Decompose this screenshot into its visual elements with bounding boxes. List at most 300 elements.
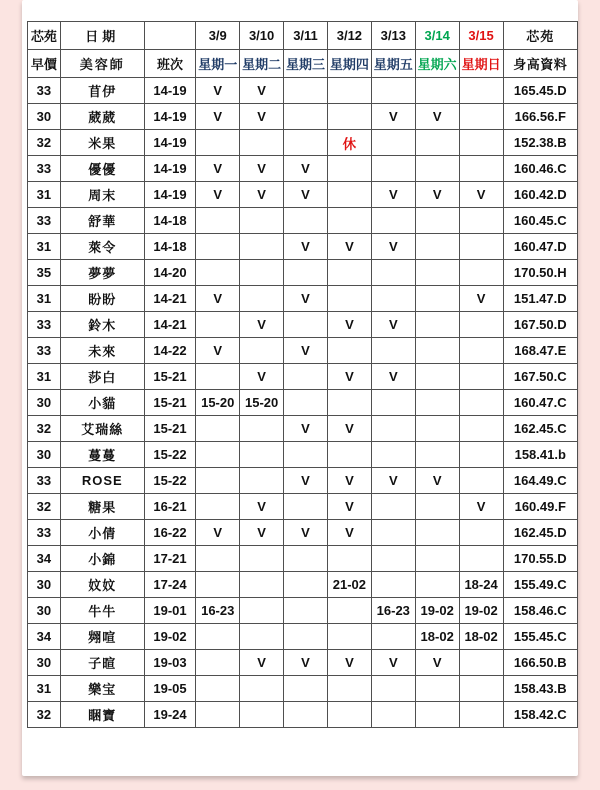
day-cell: [371, 156, 415, 182]
price-cell: 31: [28, 182, 61, 208]
day-cell: V: [240, 364, 284, 390]
day-cell: [371, 286, 415, 312]
table-row: [28, 338, 578, 364]
day-cell: V: [240, 494, 284, 520]
date-cell: 3/11: [284, 22, 328, 50]
day-cell: [459, 234, 503, 260]
day-cell: V: [415, 468, 459, 494]
shift-cell: 15-21: [144, 364, 196, 390]
day-cell: [284, 312, 328, 338]
info-cell: 170.55.D: [503, 546, 577, 572]
price-cell: 30: [28, 598, 61, 624]
info-cell: 158.41.b: [503, 442, 577, 468]
day-cell: V: [240, 104, 284, 130]
day-cell: [459, 520, 503, 546]
price-cell: 33: [28, 78, 61, 104]
day-cell: V: [240, 650, 284, 676]
day-cell: V: [196, 104, 240, 130]
day-cell: V: [284, 286, 328, 312]
beautician-name-cell: 樂宝: [60, 676, 144, 702]
day-cell: [327, 546, 371, 572]
beautician-name-cell: 舒華: [60, 208, 144, 234]
day-cell: 16-23: [371, 598, 415, 624]
price-cell: 30: [28, 650, 61, 676]
day-cell: V: [371, 312, 415, 338]
day-cell: [196, 468, 240, 494]
beautician-name-cell: 未來: [60, 338, 144, 364]
day-cell: [459, 364, 503, 390]
day-cell: 休: [327, 130, 371, 156]
shift-cell: 15-21: [144, 416, 196, 442]
table-row: [28, 286, 578, 312]
info-cell: 164.49.C: [503, 468, 577, 494]
day-cell: V: [284, 650, 328, 676]
day-cell: [240, 468, 284, 494]
price-cell: 32: [28, 130, 61, 156]
weekday-label: 星期日: [459, 50, 503, 78]
day-cell: [371, 338, 415, 364]
day-cell: V: [196, 520, 240, 546]
day-cell: [459, 104, 503, 130]
day-cell: V: [459, 182, 503, 208]
day-cell: V: [284, 182, 328, 208]
info-cell: 151.47.D: [503, 286, 577, 312]
beautician-name-cell: 牛牛: [60, 598, 144, 624]
day-cell: [327, 286, 371, 312]
price-cell: 32: [28, 494, 61, 520]
weekday-label: 星期六: [415, 50, 459, 78]
table-row: [28, 442, 578, 468]
info-cell: 160.47.D: [503, 234, 577, 260]
shift-cell: 15-22: [144, 442, 196, 468]
shift-cell: 14-19: [144, 130, 196, 156]
day-cell: V: [240, 78, 284, 104]
info-cell: 158.46.C: [503, 598, 577, 624]
day-cell: [196, 702, 240, 728]
shift-cell: 17-24: [144, 572, 196, 598]
day-cell: [459, 468, 503, 494]
day-cell: [415, 78, 459, 104]
date-cell: 3/12: [327, 22, 371, 50]
table-row: [28, 416, 578, 442]
day-cell: [327, 702, 371, 728]
day-cell: V: [284, 338, 328, 364]
day-cell: [327, 676, 371, 702]
day-cell: [240, 338, 284, 364]
corner-top-left-label: 芯苑: [28, 22, 61, 50]
day-cell: [371, 416, 415, 442]
price-cell: 30: [28, 442, 61, 468]
day-cell: [284, 390, 328, 416]
day-cell: [284, 104, 328, 130]
info-cell: 167.50.C: [503, 364, 577, 390]
weekday-label: 星期五: [371, 50, 415, 78]
day-cell: V: [371, 234, 415, 260]
shift-cell: 14-18: [144, 234, 196, 260]
weekday-label: 星期一: [196, 50, 240, 78]
price-cell: 30: [28, 572, 61, 598]
day-cell: [327, 156, 371, 182]
shift-cell: 14-19: [144, 104, 196, 130]
empty-header-cell: [144, 22, 196, 50]
beautician-name-cell: 夢夢: [60, 260, 144, 286]
day-cell: [196, 416, 240, 442]
weekday-label: 星期四: [327, 50, 371, 78]
day-cell: V: [371, 650, 415, 676]
day-cell: [240, 702, 284, 728]
day-cell: [459, 312, 503, 338]
weekday-label: 星期三: [284, 50, 328, 78]
shift-cell: 14-19: [144, 182, 196, 208]
price-cell: 30: [28, 104, 61, 130]
day-cell: V: [327, 650, 371, 676]
day-cell: [459, 338, 503, 364]
day-cell: [415, 312, 459, 338]
day-cell: [415, 546, 459, 572]
schedule-table: [27, 21, 578, 728]
day-cell: [240, 624, 284, 650]
day-cell: [459, 650, 503, 676]
day-cell: [459, 546, 503, 572]
info-cell: 160.42.D: [503, 182, 577, 208]
day-cell: [459, 208, 503, 234]
shift-cell: 19-02: [144, 624, 196, 650]
day-cell: [327, 182, 371, 208]
day-cell: [240, 208, 284, 234]
price-cell: 33: [28, 520, 61, 546]
day-cell: V: [327, 364, 371, 390]
beautician-name-cell: 米果: [60, 130, 144, 156]
day-cell: [284, 78, 328, 104]
day-cell: [415, 364, 459, 390]
info-cell: 160.47.C: [503, 390, 577, 416]
table-row: [28, 546, 578, 572]
day-cell: [415, 494, 459, 520]
day-cell: V: [415, 650, 459, 676]
day-cell: [459, 702, 503, 728]
day-cell: [415, 208, 459, 234]
day-cell: V: [459, 494, 503, 520]
shift-cell: 16-22: [144, 520, 196, 546]
day-cell: 19-02: [459, 598, 503, 624]
day-cell: V: [284, 416, 328, 442]
price-column-label: 早價: [28, 50, 61, 78]
day-cell: V: [327, 468, 371, 494]
day-cell: [284, 702, 328, 728]
day-cell: [240, 442, 284, 468]
price-cell: 31: [28, 364, 61, 390]
date-cell: 3/15: [459, 22, 503, 50]
beautician-name-cell: 妏妏: [60, 572, 144, 598]
shift-column-label: 班次: [144, 50, 196, 78]
beautician-name-cell: 萊令: [60, 234, 144, 260]
price-cell: 34: [28, 546, 61, 572]
day-cell: [415, 234, 459, 260]
day-cell: [415, 520, 459, 546]
price-cell: 31: [28, 234, 61, 260]
day-cell: [240, 416, 284, 442]
table-row: [28, 312, 578, 338]
day-cell: [371, 78, 415, 104]
day-cell: V: [240, 520, 284, 546]
info-column-label: 身高資料: [503, 50, 577, 78]
day-cell: [371, 260, 415, 286]
day-cell: 18-02: [459, 624, 503, 650]
price-cell: 31: [28, 286, 61, 312]
day-cell: V: [371, 104, 415, 130]
day-cell: 18-24: [459, 572, 503, 598]
day-cell: [196, 130, 240, 156]
day-cell: [371, 546, 415, 572]
corner-top-right-label: 芯苑: [503, 22, 577, 50]
beautician-name-cell: 糖果: [60, 494, 144, 520]
beautician-name-cell: 苜伊: [60, 78, 144, 104]
price-cell: 31: [28, 676, 61, 702]
info-cell: 166.50.B: [503, 650, 577, 676]
beautician-name-cell: 小貓: [60, 390, 144, 416]
day-cell: [415, 702, 459, 728]
day-cell: [196, 676, 240, 702]
day-cell: [284, 546, 328, 572]
info-cell: 168.47.E: [503, 338, 577, 364]
table-row: [28, 234, 578, 260]
beautician-name-cell: 葳葳: [60, 104, 144, 130]
day-cell: [196, 260, 240, 286]
shift-cell: 15-22: [144, 468, 196, 494]
day-cell: [459, 78, 503, 104]
day-cell: 18-02: [415, 624, 459, 650]
info-cell: 162.45.D: [503, 520, 577, 546]
day-cell: [327, 598, 371, 624]
day-cell: [327, 104, 371, 130]
table-row: [28, 130, 578, 156]
info-cell: 162.45.C: [503, 416, 577, 442]
shift-cell: 14-21: [144, 286, 196, 312]
beautician-name-cell: 莎白: [60, 364, 144, 390]
date-cell: 3/13: [371, 22, 415, 50]
day-cell: [196, 494, 240, 520]
day-cell: [240, 598, 284, 624]
day-cell: [196, 442, 240, 468]
table-row: [28, 650, 578, 676]
beautician-name-cell: 小倩: [60, 520, 144, 546]
day-cell: V: [284, 156, 328, 182]
day-cell: [240, 234, 284, 260]
day-cell: [371, 130, 415, 156]
day-cell: 15-20: [240, 390, 284, 416]
day-cell: [196, 364, 240, 390]
day-cell: [371, 442, 415, 468]
beautician-name-cell: ROSE: [60, 468, 144, 494]
day-cell: [415, 156, 459, 182]
day-cell: [459, 442, 503, 468]
day-cell: [196, 572, 240, 598]
shift-cell: 14-20: [144, 260, 196, 286]
price-cell: 32: [28, 702, 61, 728]
shift-cell: 14-22: [144, 338, 196, 364]
info-cell: 165.45.D: [503, 78, 577, 104]
day-cell: [371, 702, 415, 728]
table-row: [28, 494, 578, 520]
day-cell: V: [327, 520, 371, 546]
price-cell: 33: [28, 468, 61, 494]
table-row: [28, 702, 578, 728]
table-row: [28, 624, 578, 650]
day-cell: V: [327, 416, 371, 442]
day-cell: [284, 260, 328, 286]
day-cell: V: [371, 468, 415, 494]
day-cell: V: [284, 468, 328, 494]
day-cell: [284, 442, 328, 468]
date-header-row: [28, 22, 578, 50]
shift-cell: 15-21: [144, 390, 196, 416]
table-row: [28, 468, 578, 494]
beautician-name-cell: 小錦: [60, 546, 144, 572]
date-cell: 3/9: [196, 22, 240, 50]
day-cell: [371, 494, 415, 520]
day-cell: [284, 364, 328, 390]
beautician-name-cell: 鈴木: [60, 312, 144, 338]
info-cell: 155.45.C: [503, 624, 577, 650]
day-cell: [371, 208, 415, 234]
day-cell: [240, 260, 284, 286]
day-cell: [327, 624, 371, 650]
day-cell: [284, 130, 328, 156]
day-cell: [371, 390, 415, 416]
day-cell: [459, 260, 503, 286]
day-cell: [240, 286, 284, 312]
date-cell: 3/14: [415, 22, 459, 50]
shift-cell: 14-19: [144, 156, 196, 182]
day-cell: [240, 572, 284, 598]
info-cell: 170.50.H: [503, 260, 577, 286]
table-row: [28, 104, 578, 130]
shift-cell: 14-21: [144, 312, 196, 338]
price-cell: 33: [28, 156, 61, 182]
day-cell: V: [415, 182, 459, 208]
table-row: [28, 520, 578, 546]
schedule-head: [28, 22, 578, 78]
day-cell: V: [284, 520, 328, 546]
day-cell: [196, 624, 240, 650]
day-cell: [415, 286, 459, 312]
day-cell: [327, 208, 371, 234]
day-cell: [371, 572, 415, 598]
day-cell: [327, 78, 371, 104]
day-cell: V: [196, 78, 240, 104]
day-cell: V: [196, 182, 240, 208]
day-cell: [327, 442, 371, 468]
date-cell: 3/10: [240, 22, 284, 50]
shift-cell: 14-19: [144, 78, 196, 104]
shift-cell: 17-21: [144, 546, 196, 572]
day-cell: V: [240, 312, 284, 338]
day-cell: [371, 676, 415, 702]
beautician-name-cell: 子暄: [60, 650, 144, 676]
price-cell: 32: [28, 416, 61, 442]
day-cell: V: [371, 182, 415, 208]
table-row: [28, 572, 578, 598]
table-row: [28, 260, 578, 286]
day-cell: 16-23: [196, 598, 240, 624]
price-cell: 34: [28, 624, 61, 650]
info-cell: 152.38.B: [503, 130, 577, 156]
day-cell: [459, 676, 503, 702]
day-cell: [327, 390, 371, 416]
day-cell: [284, 598, 328, 624]
day-cell: [284, 494, 328, 520]
beautician-name-cell: 艾瑞絲: [60, 416, 144, 442]
day-cell: V: [327, 312, 371, 338]
price-cell: 33: [28, 338, 61, 364]
day-cell: [459, 416, 503, 442]
day-cell: [284, 572, 328, 598]
price-cell: 30: [28, 390, 61, 416]
day-cell: [459, 156, 503, 182]
day-cell: [415, 390, 459, 416]
day-cell: [327, 260, 371, 286]
schedule-card: [22, 0, 578, 776]
day-cell: [196, 546, 240, 572]
day-cell: [415, 442, 459, 468]
info-cell: 167.50.D: [503, 312, 577, 338]
day-cell: [196, 208, 240, 234]
day-cell: [415, 572, 459, 598]
day-cell: V: [196, 286, 240, 312]
day-cell: [459, 390, 503, 416]
shift-cell: 19-03: [144, 650, 196, 676]
info-cell: 166.56.F: [503, 104, 577, 130]
day-cell: [196, 650, 240, 676]
price-cell: 33: [28, 208, 61, 234]
table-row: [28, 598, 578, 624]
column-header-row: [28, 50, 578, 78]
info-cell: 160.49.F: [503, 494, 577, 520]
beautician-name-cell: 周末: [60, 182, 144, 208]
day-cell: 15-20: [196, 390, 240, 416]
shift-cell: 19-24: [144, 702, 196, 728]
beautician-name-cell: 睏寶: [60, 702, 144, 728]
table-row: [28, 364, 578, 390]
info-cell: 160.46.C: [503, 156, 577, 182]
table-row: [28, 182, 578, 208]
shift-cell: 19-05: [144, 676, 196, 702]
table-row: [28, 208, 578, 234]
day-cell: [240, 546, 284, 572]
table-row: [28, 78, 578, 104]
shift-cell: 16-21: [144, 494, 196, 520]
day-cell: V: [240, 182, 284, 208]
shift-cell: 14-18: [144, 208, 196, 234]
day-cell: [415, 130, 459, 156]
day-cell: [415, 260, 459, 286]
day-cell: [196, 234, 240, 260]
table-row: [28, 676, 578, 702]
day-cell: [284, 624, 328, 650]
day-cell: V: [415, 104, 459, 130]
day-cell: V: [371, 364, 415, 390]
beautician-name-cell: 優優: [60, 156, 144, 182]
day-cell: [415, 416, 459, 442]
day-cell: 21-02: [327, 572, 371, 598]
info-cell: 160.45.C: [503, 208, 577, 234]
price-cell: 33: [28, 312, 61, 338]
day-cell: V: [459, 286, 503, 312]
day-cell: [415, 676, 459, 702]
info-cell: 155.49.C: [503, 572, 577, 598]
beautician-name-cell: 翙喧: [60, 624, 144, 650]
day-cell: [284, 676, 328, 702]
